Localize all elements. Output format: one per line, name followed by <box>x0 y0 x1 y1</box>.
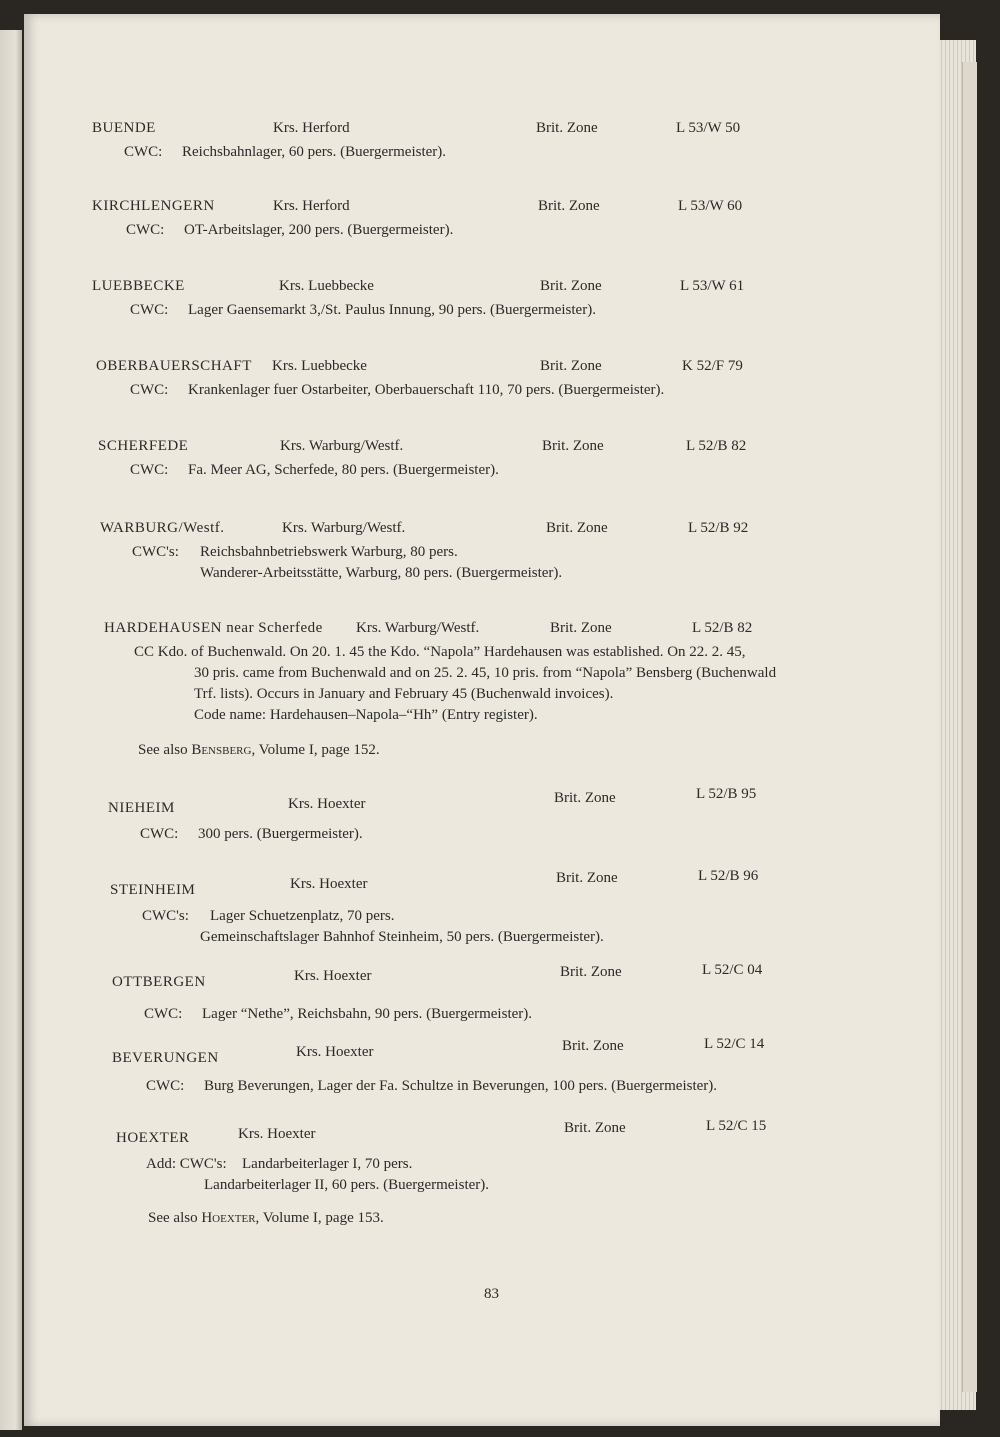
entry-grid: L 53/W 60 <box>678 198 743 214</box>
entry-line: Wanderer-Arbeitsstätte, Warburg, 80 pers. (Buergermeister). <box>200 565 563 581</box>
entry-zone: Brit. Zone <box>554 790 616 806</box>
entry-zone: Brit. Zone <box>560 964 622 980</box>
page-stack-edge-tab <box>962 62 977 1392</box>
entry-kirchlengern <box>24 198 940 241</box>
entry-text: Trf. lists). Occurs in January and February 45 (Buchenwald invoices). <box>194 686 614 702</box>
entry-warburg <box>24 520 940 584</box>
entry-line: Fa. Meer AG, Scherfede, 80 pers. (Buergermeister). <box>188 462 499 478</box>
entry-body <box>24 142 940 163</box>
entry-place: HOEXTER <box>116 1130 190 1146</box>
entry-text: Code name: Hardehausen–Napola–“Hh” (Entry register). <box>194 707 538 723</box>
see-also-prefix: See also <box>148 1210 202 1226</box>
entry-line: OT-Arbeitslager, 200 pers. (Buergermeister). <box>184 222 454 238</box>
entry-zone: Brit. Zone <box>564 1120 626 1136</box>
entry-zone: Brit. Zone <box>540 358 602 374</box>
entry-place: BEVERUNGEN <box>112 1050 219 1066</box>
entry-district: Krs. Herford <box>273 198 350 214</box>
entry-scherfede <box>24 438 940 481</box>
see-also-suffix: , Volume I, page 153. <box>255 1210 384 1226</box>
entry-grid: L 52/C 04 <box>702 962 763 978</box>
entry-label: CWC: <box>130 302 169 318</box>
entry-zone: Brit. Zone <box>542 438 604 454</box>
entry-line: Landarbeiterlager II, 60 pers. (Buergermeister). <box>204 1177 490 1193</box>
entry-line: Burg Beverungen, Lager der Fa. Schultze in Beverungen, 100 pers. (Buergermeister). <box>204 1078 718 1094</box>
entry-zone: Brit. Zone <box>536 120 598 136</box>
entry-line: Lager “Nethe”, Reichsbahn, 90 pers. (Buergermeister). <box>202 1006 533 1022</box>
entry-label: CWC: <box>146 1078 185 1094</box>
entry-place: SCHERFEDE <box>98 438 189 454</box>
entry-nieheim <box>24 782 940 845</box>
entry-body <box>24 300 940 321</box>
entry-hardehausen <box>24 620 940 761</box>
entry-district: Krs. Herford <box>273 120 350 136</box>
entry-place: BUENDE <box>92 120 156 136</box>
entry-label: CWC's: <box>132 544 179 560</box>
entry-body <box>24 542 940 563</box>
entry-district: Krs. Hoexter <box>294 968 372 984</box>
entry-body <box>24 1154 940 1175</box>
entry-grid: L 53/W 61 <box>680 278 745 294</box>
entry-grid: K 52/F 79 <box>682 358 743 374</box>
entry-grid: L 52/B 82 <box>692 620 753 636</box>
entry-body <box>24 380 940 401</box>
entry-grid: L 53/W 50 <box>676 120 741 136</box>
entry-zone: Brit. Zone <box>562 1038 624 1054</box>
entry-label: CWC: <box>130 382 169 398</box>
entry-line: Krankenlager fuer Ostarbeiter, Oberbauerschaft 110, 70 pers. (Buergermeister). <box>188 382 665 398</box>
entry-label: CWC: <box>140 826 179 842</box>
page-number: 83 <box>484 1286 499 1302</box>
entry-grid: L 52/C 14 <box>704 1036 765 1052</box>
entry-place: WARBURG/Westf. <box>100 520 225 536</box>
entry-place: NIEHEIM <box>108 800 175 816</box>
entry-hoexter <box>24 1118 940 1229</box>
entry-text: 30 pris. came from Buchenwald and on 25. 2. 45, 10 pris. from “Napola” Bensberg (Buchenwald <box>194 665 777 681</box>
entry-line: Lager Gaensemarkt 3,/St. Paulus Innung, 90 pers. (Buergermeister). <box>188 302 596 318</box>
entry-place: LUEBBECKE <box>92 278 185 294</box>
entry-grid: L 52/B 92 <box>688 520 749 536</box>
entry-place: HARDEHAUSEN near Scherfede <box>104 620 323 636</box>
entry-place: OTTBERGEN <box>112 974 206 990</box>
entry-beverungen <box>24 1036 940 1097</box>
entry-label: CWC: <box>126 222 165 238</box>
see-also-reference: Hoexter <box>201 1210 256 1226</box>
entry-district: Krs. Warburg/Westf. <box>280 438 404 454</box>
entry-line: Gemeinschaftslager Bahnhof Steinheim, 50 pers. (Buergermeister). <box>200 929 604 945</box>
entry-district: Krs. Luebbecke <box>272 358 367 374</box>
entry-grid: L 52/C 15 <box>706 1118 767 1134</box>
entry-body <box>24 1175 940 1196</box>
entry-body <box>24 824 940 845</box>
entry-body <box>24 1076 940 1097</box>
entry-zone: Brit. Zone <box>556 870 618 886</box>
entry-luebbecke <box>24 278 940 321</box>
entry-body <box>24 1004 940 1025</box>
entry-grid: L 52/B 96 <box>698 868 759 884</box>
entry-district: Krs. Hoexter <box>290 876 368 892</box>
entry-zone: Brit. Zone <box>550 620 612 636</box>
see-also-prefix: See also <box>138 742 192 758</box>
entry-ottbergen <box>24 960 940 1025</box>
entry-zone: Brit. Zone <box>546 520 608 536</box>
entry-district: Krs. Warburg/Westf. <box>282 520 406 536</box>
entry-text: CC Kdo. of Buchenwald. On 20. 1. 45 the Kdo. “Napola” Hardehausen was established. On 22. 2. 45, <box>134 644 746 660</box>
entry-district: Krs. Hoexter <box>238 1126 316 1142</box>
entry-label: CWC's: <box>142 908 189 924</box>
see-also-suffix: , Volume I, page 152. <box>251 742 380 758</box>
entry-district: Krs. Warburg/Westf. <box>356 620 480 636</box>
entry-line: Reichsbahnlager, 60 pers. (Buergermeister). <box>182 144 447 160</box>
entry-place: STEINHEIM <box>110 882 196 898</box>
entry-steinheim <box>24 864 940 948</box>
entry-body <box>24 460 940 481</box>
entry-district: Krs. Hoexter <box>296 1044 374 1060</box>
entry-see-also <box>24 1208 940 1229</box>
entry-oberbauerschaft <box>24 358 940 401</box>
see-also-reference: Bensberg <box>191 742 252 758</box>
entry-grid: L 52/B 95 <box>696 786 757 802</box>
entry-body <box>24 927 940 948</box>
entry-label: CWC: <box>144 1006 183 1022</box>
entry-label: CWC: <box>124 144 163 160</box>
entry-label: CWC: <box>130 462 169 478</box>
entry-body <box>24 220 940 241</box>
entry-line: Reichsbahnbetriebswerk Warburg, 80 pers. <box>200 544 458 560</box>
entry-zone: Brit. Zone <box>540 278 602 294</box>
entry-place: OBERBAUERSCHAFT <box>96 358 252 374</box>
entry-body <box>24 563 940 584</box>
entry-buende <box>24 120 940 163</box>
entry-line: Landarbeiterlager I, 70 pers. <box>242 1156 413 1172</box>
entry-line: Lager Schuetzenplatz, 70 pers. <box>210 908 395 924</box>
entry-grid: L 52/B 82 <box>686 438 747 454</box>
book-page <box>24 14 940 1426</box>
entry-district: Krs. Luebbecke <box>279 278 374 294</box>
entry-see-also <box>24 740 940 761</box>
entry-place: KIRCHLENGERN <box>92 198 215 214</box>
entry-line: 300 pers. (Buergermeister). <box>198 826 363 842</box>
entry-zone: Brit. Zone <box>538 198 600 214</box>
entry-body <box>24 906 940 927</box>
left-page-edge <box>0 30 22 1430</box>
entry-district: Krs. Hoexter <box>288 796 366 812</box>
entry-label: Add: CWC's: <box>146 1156 227 1172</box>
